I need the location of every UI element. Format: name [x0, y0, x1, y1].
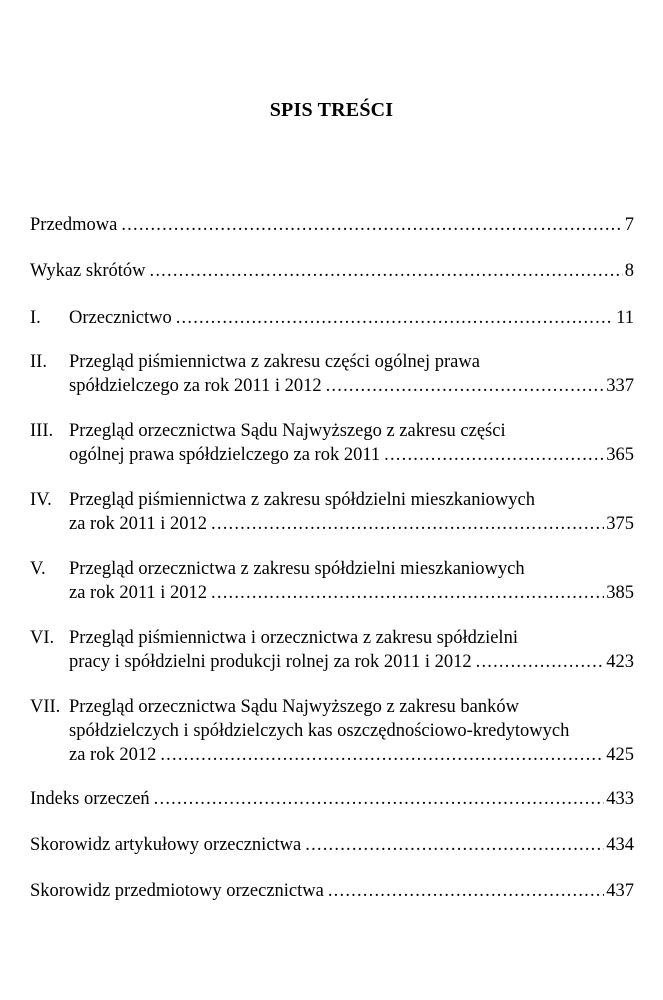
dot-leader	[176, 306, 614, 330]
toc-entry-text: za rok 2011 i 2012	[69, 583, 208, 603]
toc-entry-text: Przegląd orzecznictwa Sądu Najwyższego z zakresu banków	[69, 697, 519, 717]
dot-leader	[305, 833, 604, 857]
toc-entry-chapter-4[interactable]	[30, 488, 634, 536]
dot-leader	[384, 443, 604, 467]
dot-leader	[150, 259, 623, 283]
toc-entry-subject-index[interactable]	[30, 879, 634, 903]
dot-leader	[211, 512, 604, 536]
toc-page-number: 425	[606, 745, 634, 765]
toc-entry-text: Skorowidz przedmiotowy orzecznictwa	[30, 881, 324, 901]
dot-leader	[121, 213, 622, 237]
toc-entry-text: Przegląd piśmiennictwa i orzecznictwa z zakresu spółdzielni	[69, 628, 518, 648]
toc-page-number: 385	[606, 583, 634, 603]
toc-entry-chapter-3[interactable]	[30, 419, 634, 467]
dot-leader	[211, 581, 604, 605]
toc-entry-rulings-index[interactable]	[30, 787, 634, 811]
toc-page-number: 365	[606, 445, 634, 465]
toc-page-number: 7	[624, 215, 634, 235]
dot-leader	[160, 743, 604, 767]
toc-page-number: 437	[606, 881, 634, 901]
dot-leader	[328, 879, 604, 903]
toc-page-number: 337	[606, 376, 634, 396]
toc-entry-text: Przegląd piśmiennictwa z zakresu części ogólnej prawa	[69, 352, 480, 372]
dot-leader	[476, 650, 605, 674]
toc-entry-text: ogólnej prawa spółdzielczego za rok 2011	[69, 445, 381, 465]
toc-entry-text: Przegląd orzecznictwa Sądu Najwyższego z zakresu części	[69, 421, 506, 441]
toc-entry-text: Skorowidz artykułowy orzecznictwa	[30, 835, 302, 855]
toc-chapter-number: I.	[30, 308, 41, 328]
dot-leader	[154, 787, 605, 811]
toc-entry-text: spółdzielczego za rok 2011 i 2012	[69, 376, 322, 396]
toc-chapter-number: VII.	[30, 697, 61, 717]
toc-entry-text: za rok 2012	[69, 745, 157, 765]
toc-entry-chapter-5[interactable]	[30, 557, 634, 605]
toc-chapter-number: III.	[30, 421, 54, 441]
toc-entry-text: pracy i spółdzielni produkcji rolnej za rok 2011 i 2012	[69, 652, 472, 672]
toc-page-number: 375	[606, 514, 634, 534]
toc-page-number: 434	[606, 835, 634, 855]
toc-page-number: 423	[606, 652, 634, 672]
toc-entry-abbreviations[interactable]	[30, 259, 634, 283]
dot-leader	[326, 374, 605, 398]
page-title: SPIS TREŚCI	[269, 99, 394, 121]
toc-entry-text: Orzecznictwo	[69, 308, 172, 328]
toc-chapter-number: II.	[30, 352, 47, 372]
toc-entry-chapter-7[interactable]	[30, 695, 634, 767]
toc-entry-chapter-2[interactable]	[30, 350, 634, 398]
toc-entry-text: Przedmowa	[30, 215, 118, 235]
toc-entry-text: Przegląd orzecznictwa z zakresu spółdzielni mieszkaniowych	[69, 559, 525, 579]
toc-chapter-number: IV.	[30, 490, 52, 510]
toc-entry-text: Przegląd piśmiennictwa z zakresu spółdzielni mieszkaniowych	[69, 490, 535, 510]
toc-chapter-number: V.	[30, 559, 46, 579]
toc-entry-text: Indeks orzeczeń	[30, 789, 150, 809]
toc-page-number: 433	[606, 789, 634, 809]
toc-entry-chapter-6[interactable]	[30, 626, 634, 674]
toc-page-number: 11	[616, 308, 634, 328]
toc-entry-preface[interactable]	[30, 213, 634, 237]
toc-page-number: 8	[624, 261, 634, 281]
toc-entry-text: spółdzielczych i spółdzielczych kas oszczędnościowo-kredytowych	[69, 721, 570, 741]
toc-entry-article-index[interactable]	[30, 833, 634, 857]
toc-entry-text: Wykaz skrótów	[30, 261, 146, 281]
toc-chapter-number: VI.	[30, 628, 55, 648]
toc-entry-chapter-1[interactable]	[30, 306, 634, 330]
toc-entry-text: za rok 2011 i 2012	[69, 514, 208, 534]
